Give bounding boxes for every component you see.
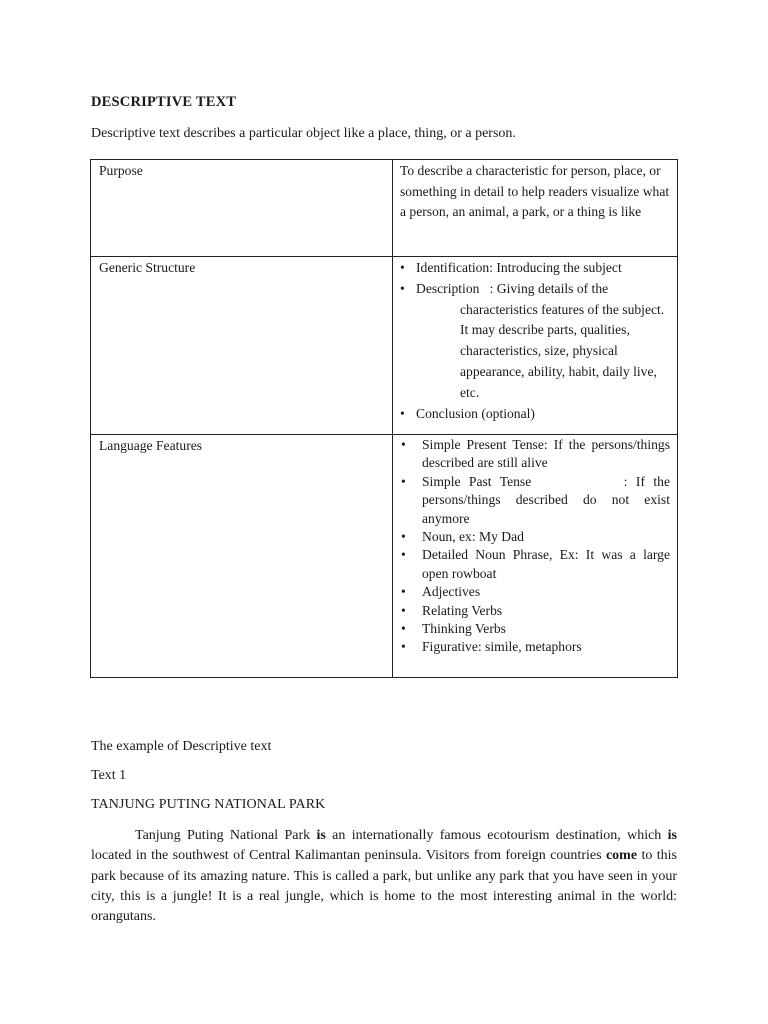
- paragraph-bold-verb: is: [667, 828, 677, 843]
- list-item: [400, 583, 670, 601]
- list-item: [400, 620, 670, 638]
- structure-item-description-detail: characteristics features of the subject. It may describe parts, qualities, characteristics, size, physical appearance, ability, habit, daily live, etc.: [460, 301, 665, 400]
- structure-item-description: Description : Giving details of the: [416, 280, 609, 296]
- bullet-icon: •: [401, 473, 406, 489]
- feature-item: Detailed Noun Phrase, Ex: It was a large open rowboat: [422, 547, 670, 581]
- feature-item: Thinking Verbs: [422, 621, 506, 637]
- paragraph-text: to this park because of its amazing nature. This is called a park, but unlike any park that you have seen in your city, this is a jungle! It is a real jungle, which is home to the most interesting animal in the world: orangutans.: [91, 848, 677, 925]
- list-item: [400, 404, 670, 425]
- paragraph-text: an internationally famous ecotourism destination, which: [325, 828, 668, 843]
- document-heading: DESCRIPTIVE TEXT: [91, 94, 237, 110]
- purpose-label: Purpose: [91, 160, 393, 257]
- bullet-icon: •: [401, 621, 406, 637]
- feature-item: Adjectives: [422, 584, 481, 600]
- bullet-icon: •: [401, 584, 406, 600]
- list-item: [400, 279, 670, 404]
- bullet-icon: •: [400, 405, 405, 421]
- bullet-icon: •: [401, 639, 406, 655]
- feature-item: Figurative: simile, metaphors: [422, 639, 582, 655]
- bullet-icon: •: [400, 280, 405, 296]
- list-item: [400, 546, 670, 583]
- text-number: Text 1: [91, 768, 127, 783]
- paragraph-text: Tanjung Puting National Park: [135, 828, 317, 843]
- example-title: The example of Descriptive text: [91, 739, 272, 754]
- table-row-structure: [91, 257, 678, 435]
- table-row-features: [91, 435, 678, 678]
- table-row-purpose: [91, 160, 678, 257]
- structure-label: Generic Structure: [91, 257, 393, 435]
- bullet-icon: •: [401, 437, 406, 452]
- features-list-cell: [393, 435, 678, 678]
- list-item: [400, 528, 670, 546]
- park-title: TANJUNG PUTING NATIONAL PARK: [91, 797, 326, 812]
- bullet-icon: •: [401, 602, 406, 618]
- descriptive-text-table: [90, 159, 678, 678]
- list-item: [400, 473, 674, 528]
- feature-item: Relating Verbs: [422, 602, 503, 618]
- structure-list: [400, 258, 670, 424]
- paragraph-bold-verb: come: [605, 848, 638, 864]
- paragraph-text: located in the southwest of Central Kalimantan peninsula. Visitors from foreign countries: [91, 848, 606, 864]
- intro-sentence: Descriptive text describes a particular object like a place, thing, or a person.: [91, 126, 516, 141]
- bullet-icon: •: [401, 529, 406, 545]
- structure-item-identification: Identification: Introducing the subject: [416, 260, 622, 275]
- list-item: [400, 602, 670, 620]
- example-paragraph: [91, 826, 677, 927]
- feature-item: Simple Present Tense: If the persons/things described are still alive: [422, 437, 670, 471]
- purpose-text: To describe a characteristic for person, place, or something in detail to help readers visualize what a person, an animal, a park, or a thing is like: [393, 160, 678, 257]
- bullet-icon: •: [401, 547, 406, 563]
- list-item: [400, 258, 670, 279]
- feature-item: Noun, ex: My Dad: [422, 529, 524, 545]
- features-label: Language Features: [91, 435, 393, 678]
- structure-list-cell: [393, 257, 678, 435]
- feature-item: Simple Past Tense : If the persons/things described do not exist anymore: [422, 473, 674, 526]
- bullet-icon: •: [400, 260, 405, 275]
- features-list: [400, 436, 674, 657]
- list-item: [400, 638, 670, 656]
- list-item: [400, 436, 670, 473]
- paragraph-bold-verb: is: [316, 828, 326, 843]
- structure-item-conclusion: Conclusion (optional): [416, 405, 535, 421]
